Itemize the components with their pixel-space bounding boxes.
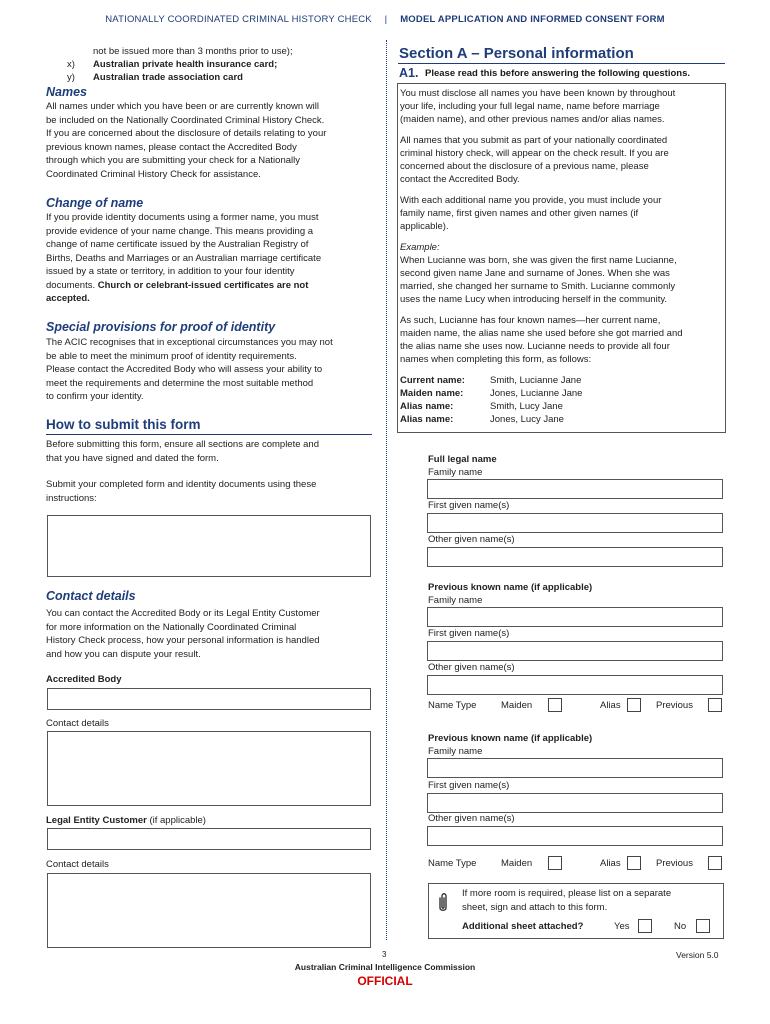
- prev2-family-input[interactable]: [427, 758, 723, 778]
- panel-line: second given name Jane and surname of Jones. When she was: [400, 268, 670, 279]
- contact-body: [46, 607, 376, 661]
- name-entry: [400, 413, 724, 426]
- prev1-previous-checkbox[interactable]: [708, 698, 722, 712]
- name-entry-key: Alias name:: [400, 401, 454, 412]
- submit-rule: [46, 434, 372, 435]
- change-line: issued by a state or territory, in addition to your four identity: [46, 266, 295, 277]
- prev2-previous-label: Previous: [656, 858, 693, 869]
- name-entry-value: Smith, Lucy Jane: [490, 401, 563, 412]
- header-separator: |: [384, 14, 388, 25]
- full-first-label: First given name(s): [428, 500, 510, 511]
- panel-line: the alias name she uses now. Lucianne needs to provide all four: [400, 341, 670, 352]
- panel-line: applicable).: [400, 221, 449, 232]
- panel-line: contact the Accredited Body.: [400, 174, 520, 185]
- prev2-other-label: Other given name(s): [428, 813, 515, 824]
- submit-instructions-box[interactable]: [47, 515, 371, 577]
- accredited-body-label: Accredited Body: [46, 674, 122, 685]
- change-line: [46, 279, 376, 293]
- contact-line: for more information on the Nationally Coordinated Criminal: [46, 621, 297, 633]
- submit-body-1: [46, 438, 376, 465]
- header-right: MODEL APPLICATION AND INFORMED CONSENT FORM: [400, 14, 665, 25]
- version: Version 5.0: [676, 950, 719, 960]
- classification-marking: OFFICIAL: [357, 974, 413, 988]
- prev2-maiden-label: Maiden: [501, 858, 533, 869]
- panel-line: You must disclose all names you have been known by throughout: [400, 88, 676, 99]
- list-item-x: Australian private health insurance card;: [93, 59, 278, 70]
- name-entry-key: Maiden name:: [400, 388, 464, 399]
- change-line: Births, Deaths and Marriages or an Australian marriage certificate: [46, 252, 322, 264]
- contact-details-field-2[interactable]: [47, 873, 371, 948]
- prev1-maiden-label: Maiden: [501, 700, 533, 711]
- prev1-title: Previous known name (if applicable): [428, 582, 593, 593]
- change-line: change of name certificate issued by the Australian Registry of: [46, 239, 309, 250]
- panel-line: (maiden name), and other previous names and/or alias names.: [400, 114, 665, 125]
- list-item-y: Australian trade association card: [93, 72, 243, 83]
- names-heading: Names: [46, 85, 87, 99]
- special-line: meet the requirements and determine the most suitable method: [46, 377, 314, 389]
- prev1-alias-checkbox[interactable]: [627, 698, 641, 712]
- names-line: previous known names, please contact the Accredited Body: [46, 141, 297, 153]
- prev1-alias-label: Alias: [600, 700, 621, 711]
- panel-line: your life, including your full legal name, name before marriage: [400, 101, 660, 112]
- name-entry: [400, 374, 724, 387]
- panel-line: maiden name, the alias name she used before she got married and: [400, 328, 683, 339]
- footer-org: Australian Criminal Intelligence Commission: [294, 962, 476, 972]
- contact-line: History Check process, how your personal information is handled: [46, 635, 320, 646]
- submit-body-2: [46, 478, 376, 505]
- special-line: to confirm your identity.: [46, 391, 144, 402]
- contact-line: and how you can dispute your result.: [46, 648, 201, 660]
- names-line: If you are concerned about the disclosure of details relating to your: [46, 128, 327, 139]
- prev1-first-label: First given name(s): [428, 628, 510, 639]
- name-entry: [400, 387, 724, 400]
- special-line: Please contact the Accredited Body who will assess your ability to: [46, 364, 323, 375]
- full-other-label: Other given name(s): [428, 534, 515, 545]
- section-title: Section A – Personal information: [399, 45, 634, 62]
- panel-line: As such, Lucianne has four known names—her current name,: [400, 315, 661, 326]
- header-left: NATIONALLY COORDINATED CRIMINAL HISTORY CHECK: [105, 14, 372, 25]
- special-provisions-heading: Special provisions for proof of identity: [46, 320, 276, 334]
- submit-heading: How to submit this form: [46, 417, 201, 432]
- no-label: No: [674, 921, 687, 932]
- prev2-alias-label: Alias: [600, 858, 621, 869]
- name-entry: [400, 400, 724, 413]
- names-line: All names under which you have been or are currently known will: [46, 101, 319, 112]
- full-other-given-input[interactable]: [427, 547, 723, 567]
- prev1-first-input[interactable]: [427, 641, 723, 661]
- prev2-title: Previous known name (if applicable): [428, 733, 593, 744]
- legal-entity-label-row: [46, 815, 206, 826]
- prev1-family-label: Family name: [428, 595, 483, 606]
- list-tail: not be issued more than 3 months prior to use);: [93, 46, 293, 57]
- contact-heading: Contact details: [46, 589, 136, 603]
- panel-line: With each additional name you provide, you must include your: [400, 195, 662, 206]
- prev1-other-input[interactable]: [427, 675, 723, 695]
- panel-line: uses the name Lucy when introducing herself in the community.: [400, 294, 668, 305]
- a1-text: Please read this before answering the following questions.: [425, 68, 690, 79]
- full-legal-name-title: Full legal name: [428, 454, 497, 465]
- section-rule: [398, 63, 725, 64]
- prev2-previous-checkbox[interactable]: [708, 856, 722, 870]
- name-entry-value: Smith, Lucianne Jane: [490, 375, 582, 386]
- name-entry-value: Jones, Lucy Jane: [490, 414, 564, 425]
- full-family-name-input[interactable]: [427, 479, 723, 499]
- additional-sheet-question: Additional sheet attached?: [462, 921, 584, 932]
- submit-line: instructions:: [46, 492, 97, 504]
- submit-line: Before submitting this form, ensure all sections are complete and: [46, 439, 319, 450]
- prev2-family-label: Family name: [428, 746, 483, 757]
- panel-line: When Lucianne was born, she was given the first name Lucianne,: [400, 255, 677, 266]
- column-divider: [386, 40, 387, 940]
- prev1-family-input[interactable]: [427, 607, 723, 627]
- special-line: be able to meet the minimum proof of identity requirements.: [46, 350, 297, 362]
- name-entry-key: Current name:: [400, 375, 465, 386]
- contact-line: You can contact the Accredited Body or its Legal Entity Customer: [46, 608, 320, 619]
- full-family-label: Family name: [428, 467, 483, 478]
- panel-line: names when completing this form, as follows:: [400, 354, 592, 365]
- paperclip-icon: [436, 892, 450, 919]
- no-checkbox[interactable]: [696, 919, 710, 933]
- prev2-first-label: First given name(s): [428, 780, 510, 791]
- legal-entity-field[interactable]: [47, 828, 371, 850]
- prev2-other-input[interactable]: [427, 826, 723, 846]
- prev1-other-label: Other given name(s): [428, 662, 515, 673]
- change-bold: Church or celebrant-issued certificates are not: [97, 279, 309, 291]
- change-of-name-body: [46, 211, 376, 306]
- change-plain: documents.: [46, 279, 98, 291]
- panel-line: concerned about the disclosure of a previous name, please: [400, 161, 649, 172]
- panel-line: married, she changed her surname to Smith. Lucianne commonly: [400, 281, 676, 292]
- prev2-alias-checkbox[interactable]: [627, 856, 641, 870]
- submit-line: Submit your completed form and identity documents using these: [46, 479, 317, 490]
- prev2-first-input[interactable]: [427, 793, 723, 813]
- names-line: Coordinated Criminal History Check for assistance.: [46, 168, 261, 180]
- change-line: If you provide identity documents using a former name, you must: [46, 212, 319, 223]
- prev1-name-type-label: Name Type: [428, 700, 477, 711]
- full-first-given-input[interactable]: [427, 513, 723, 533]
- list-marker-x: x): [67, 59, 75, 70]
- yes-label: Yes: [614, 921, 630, 932]
- panel-text: [400, 87, 724, 426]
- names-line: through which you are submitting your check for a Nationally: [46, 155, 300, 166]
- submit-line: that you have signed and dated the form.: [46, 452, 219, 464]
- more-room-line1: If more room is required, please list on a separate: [462, 888, 672, 899]
- names-body: [46, 100, 376, 181]
- prev2-name-type-label: Name Type: [428, 858, 477, 869]
- page-header: [0, 14, 770, 25]
- legal-entity-suffix: (if applicable): [146, 815, 206, 826]
- change-line: provide evidence of your name change. This means providing a: [46, 225, 314, 237]
- legal-entity-label: Legal Entity Customer: [46, 815, 147, 826]
- special-line: The ACIC recognises that in exceptional circumstances you may not: [46, 337, 333, 348]
- names-line: be included on the Nationally Coordinated Criminal History Check.: [46, 114, 325, 126]
- name-entry-key: Alias name:: [400, 414, 454, 425]
- contact-details-field[interactable]: [47, 731, 371, 806]
- example-label: Example:: [400, 242, 440, 253]
- name-entry-value: Jones, Lucianne Jane: [490, 388, 583, 399]
- a1-number: A1.: [399, 66, 419, 80]
- prev2-maiden-checkbox[interactable]: [548, 856, 562, 870]
- more-room-line2: sheet, sign and attach to this form.: [462, 902, 608, 913]
- special-provisions-body: [46, 336, 376, 404]
- panel-line: All names that you submit as part of your nationally coordinated: [400, 135, 668, 146]
- page-number: 3: [382, 950, 387, 959]
- accredited-body-field[interactable]: [47, 688, 371, 710]
- panel-line: criminal history check, will appear on the check result. If you are: [400, 148, 669, 159]
- list-marker-y: y): [67, 72, 75, 83]
- yes-checkbox[interactable]: [638, 919, 652, 933]
- panel-line: family name, first given names and other given names (if: [400, 208, 639, 219]
- prev1-previous-label: Previous: [656, 700, 693, 711]
- change-of-name-heading: Change of name: [46, 196, 144, 210]
- contact-details-label: Contact details: [46, 718, 109, 729]
- prev1-maiden-checkbox[interactable]: [548, 698, 562, 712]
- contact-details-label-2: Contact details: [46, 859, 109, 870]
- change-bold-end: accepted.: [46, 293, 90, 304]
